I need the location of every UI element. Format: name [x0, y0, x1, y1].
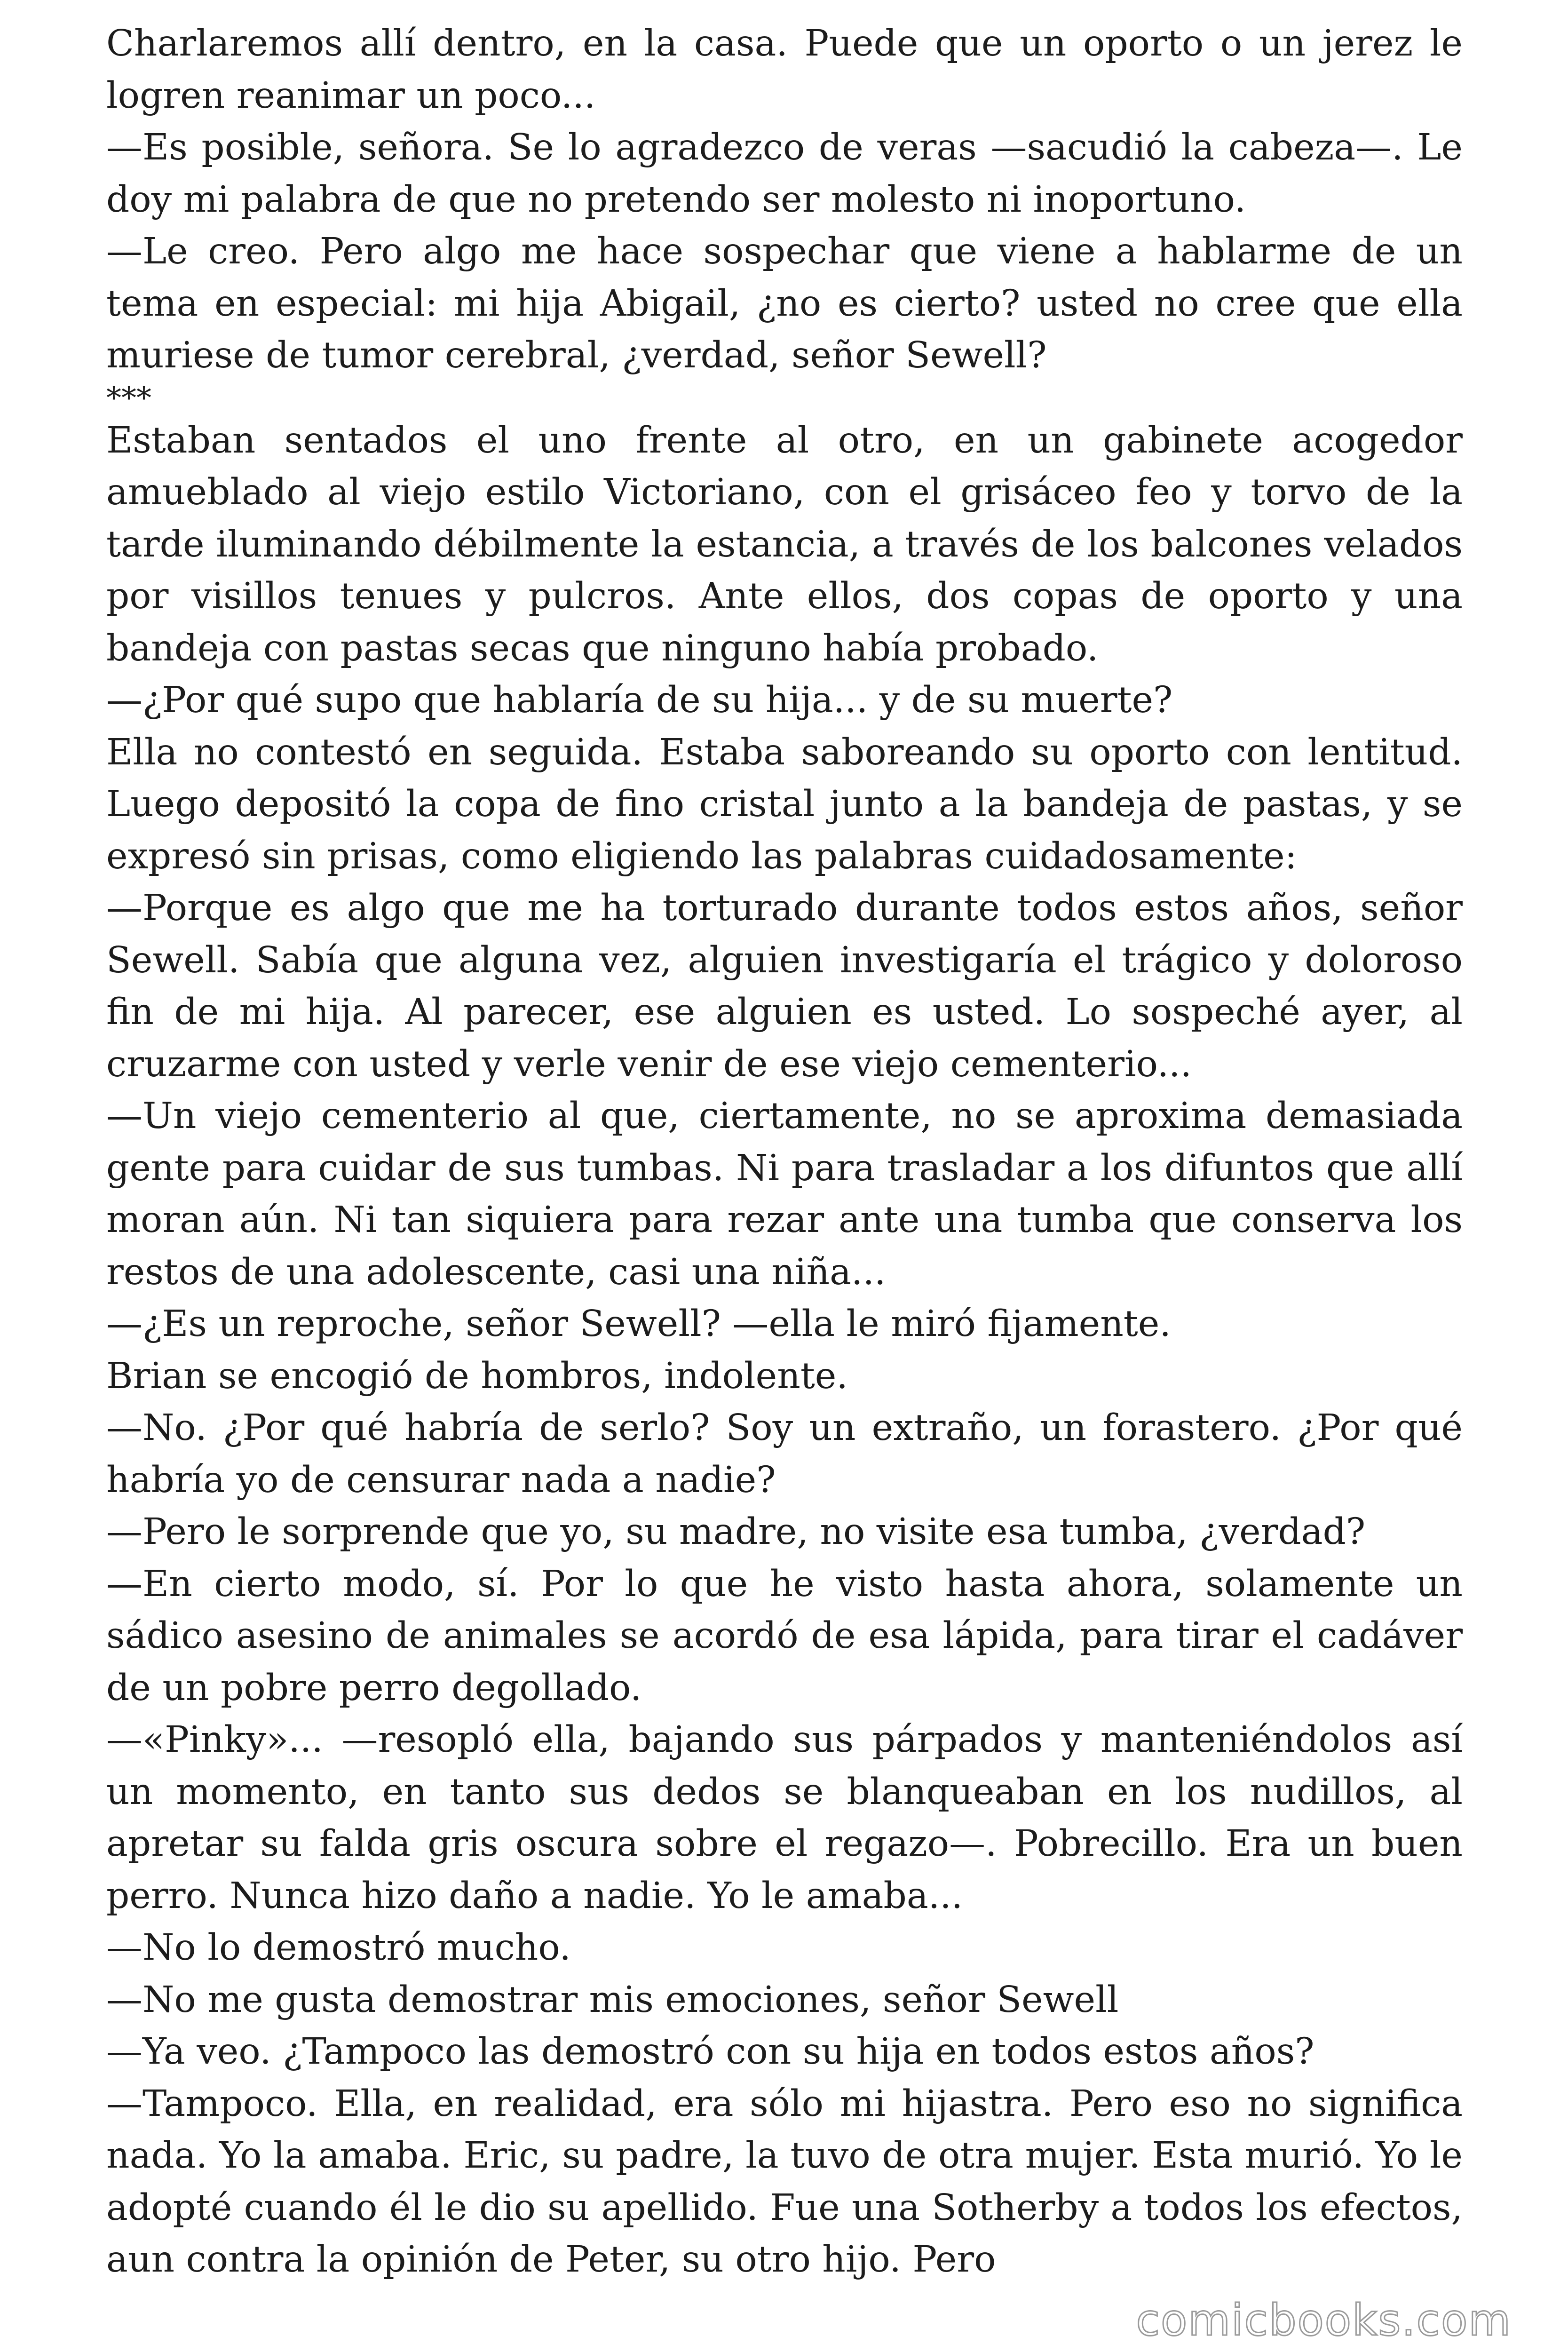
section-separator: ***: [106, 381, 151, 416]
paragraph: —¿Por qué supo que hablaría de su hija... y de su muerte?: [106, 679, 1173, 721]
paragraph: Ella no contestó en seguida. Estaba saboreando su oporto con lentitud. Luego depositó la copa de fino cristal junto a la bandeja de pastas, y se expresó sin prisas, como eligiendo las palabras cuidadosamente:: [106, 731, 1463, 877]
paragraph: —Pero le sorprende que yo, su madre, no visite esa tumba, ¿verdad?: [106, 1511, 1366, 1553]
paragraph: Brian se encogió de hombros, indolente.: [106, 1355, 848, 1397]
document-page: [106, 18, 1463, 2286]
paragraph: —Le creo. Pero algo me hace sospechar que viene a hablarme de un tema en especial: mi hija Abigail, ¿no es cierto? usted no cree que ella muriese de tumor cerebral, ¿verdad, señor Sewell?: [106, 230, 1463, 376]
paragraph: —Un viejo cementerio al que, ciertamente, no se aproxima demasiada gente para cuidar de sus tumbas. Ni para trasladar a los difuntos que allí moran aún. Ni tan siquiera para rezar ante una tumba que conserva los restos de una adolescente, casi una niña...: [106, 1095, 1463, 1293]
paragraph: —No lo demostró mucho.: [106, 1927, 571, 1969]
paragraph: —No. ¿Por qué habría de serlo? Soy un extraño, un forastero. ¿Por qué habría yo de censurar nada a nadie?: [106, 1407, 1463, 1501]
paragraph: —«Pinky»... —resopló ella, bajando sus párpados y manteniéndolos así un momento, en tanto sus dedos se blanqueaban en los nudillos, al apretar su falda gris oscura sobre el regazo—. Pobrecillo. Era un buen perro. Nunca hizo daño a nadie. Yo le amaba...: [106, 1719, 1463, 1917]
paragraph: —Tampoco. Ella, en realidad, era sólo mi hijastra. Pero eso no significa nada. Yo la amaba. Eric, su padre, la tuvo de otra mujer. Esta murió. Yo le adopté cuando él le dio su apellido. Fue una Sotherby a todos los efectos, aun contra la opinión de Peter, su otro hijo. Pero: [106, 2082, 1463, 2280]
paragraph: —En cierto modo, sí. Por lo que he visto hasta ahora, solamente un sádico asesino de animales se acordó de esa lápida, para tirar el cadáver de un pobre perro degollado.: [106, 1563, 1463, 1709]
paragraph: —Es posible, señora. Se lo agradezco de veras —sacudió la cabeza—. Le doy mi palabra de que no pretendo ser molesto ni inoportuno.: [106, 127, 1463, 221]
paragraph: —No me gusta demostrar mis emociones, señor Sewell: [106, 1979, 1119, 2021]
paragraph: —¿Es un reproche, señor Sewell? —ella le miró fijamente.: [106, 1303, 1171, 1345]
watermark: comicbooks.com: [1136, 2295, 1512, 2345]
paragraph: Charlaremos allí dentro, en la casa. Puede que un oporto o un jerez le logren reanimar un poco...: [106, 23, 1463, 117]
paragraph: Estaban sentados el uno frente al otro, en un gabinete acogedor amueblado al viejo estilo Victoriano, con el grisáceo feo y torvo de la tarde iluminando débilmente la estancia, a través de los balcones velados por visillos tenues y pulcros. Ante ellos, dos copas de oporto y una bandeja con pastas secas que ninguno había probado.: [106, 419, 1463, 669]
paragraph: —Ya veo. ¿Tampoco las demostró con su hija en todos estos años?: [106, 2031, 1315, 2073]
paragraph: —Porque es algo que me ha torturado durante todos estos años, señor Sewell. Sabía que alguna vez, alguien investigaría el trágico y doloroso fin de mi hija. Al parecer, ese alguien es usted. Lo sospeché ayer, al cruzarme con usted y verle venir de ese viejo cementerio...: [106, 887, 1463, 1085]
